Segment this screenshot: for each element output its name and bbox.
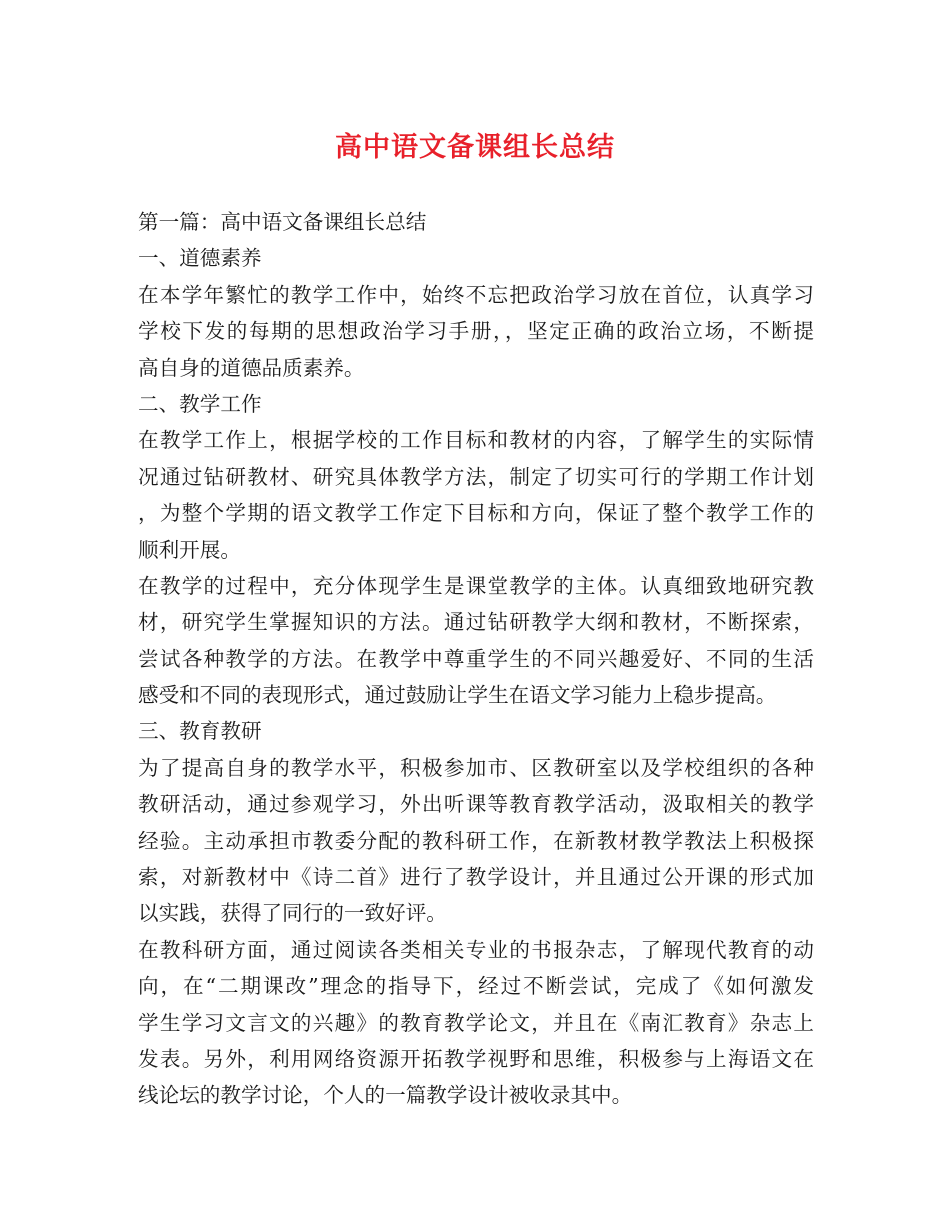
text-line: 教研活动，通过参观学习，外出听课等教育教学活动，汲取相关的教学 [138,792,814,817]
text-line: 经验。主动承担市教委分配的教科研工作，在新教材教学教法上积极探 [138,828,814,853]
document-body [138,204,814,1114]
text-line: 在教科研方面，通过阅读各类相关专业的书报杂志，了解现代教育的动 [138,937,814,962]
text-line: 三、教育教研 [138,719,262,744]
document-title: 高中语文备课组长总结 [335,132,615,163]
text-line: 线论坛的教学讨论，个人的一篇教学设计被收录其中。 [138,1083,633,1108]
text-line: 一、道德素养 [138,246,262,271]
text-line: 索，对新教材中《诗二首》进行了教学设计，并且通过公开课的形式加 [138,865,814,890]
text-line: 况通过钻研教材、研究具体教学方法，制定了切实可行的学期工作计划 [138,464,814,489]
text-line: 第一篇：高中语文备课组长总结 [138,210,427,234]
text-line: 发表。另外，利用网络资源开拓教学视野和思维，积极参与上海语文在 [138,1046,814,1071]
text-line: 为了提高自身的教学水平，积极参加市、区教研室以及学校组织的各种 [138,755,814,780]
text-line: 高自身的道德品质素养。 [138,355,365,380]
text-line: 在本学年繁忙的教学工作中，始终不忘把政治学习放在首位，认真学习 [138,282,814,307]
text-line: 顺利开展。 [138,537,241,562]
text-line: ，为整个学期的语文教学工作定下目标和方向，保证了整个教学工作的 [138,501,814,526]
text-line: 材，研究学生掌握知识的方法。通过钻研教学大纲和教材，不断探索， [138,610,814,635]
text-line: 学生学习文言文的兴趣》的教育教学论文，并且在《南汇教育》杂志上 [138,1010,814,1035]
text-line: 二、教学工作 [138,391,262,416]
text-line: 在教学工作上，根据学校的工作目标和教材的内容，了解学生的实际情 [138,428,814,453]
text-line: 感受和不同的表现形式，通过鼓励让学生在语文学习能力上稳步提高。 [138,683,777,708]
text-line: 以实践，获得了同行的一致好评。 [138,901,447,926]
text-line: 向，在“二期课改”理念的指导下，经过不断尝试，完成了《如何激发 [138,974,814,999]
text-line: 尝试各种教学的方法。在教学中尊重学生的不同兴趣爱好、不同的生活 [138,646,814,671]
text-line: 在教学的过程中，充分体现学生是课堂教学的主体。认真细致地研究教 [138,573,814,598]
text-line: 学校下发的每期的思想政治学习手册，，坚定正确的政治立场，不断提 [138,319,814,344]
